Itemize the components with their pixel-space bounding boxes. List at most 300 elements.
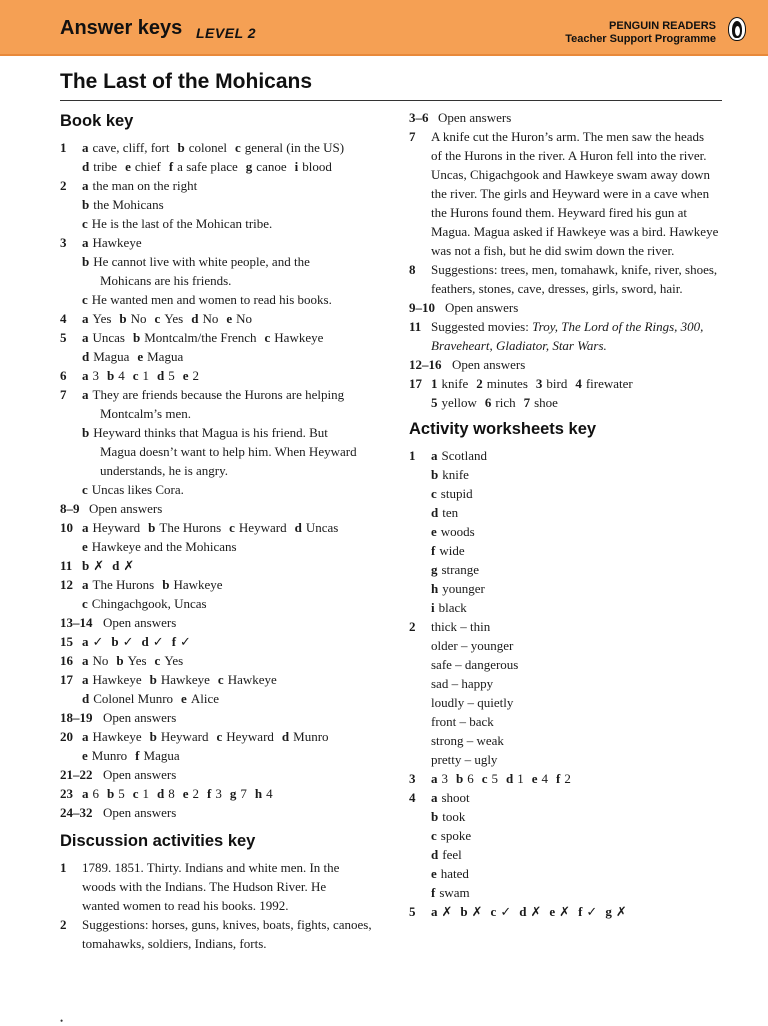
answer-text: 3 bbox=[441, 771, 448, 786]
answer-letter: b bbox=[149, 729, 157, 744]
key-row bbox=[409, 617, 724, 636]
answer-text: Hawkeye bbox=[92, 672, 142, 687]
key-row bbox=[409, 522, 724, 541]
answer-letter: f bbox=[207, 786, 212, 801]
item-number: 1 bbox=[60, 860, 67, 875]
answer-letter: c bbox=[132, 368, 139, 383]
answer-text: 8 bbox=[168, 786, 175, 801]
answer-text: ✗ bbox=[441, 904, 453, 919]
key-row bbox=[409, 883, 724, 902]
key-row bbox=[60, 613, 382, 632]
key-row bbox=[60, 896, 382, 915]
answer-letter: a bbox=[82, 786, 89, 801]
item-number: 3–6 bbox=[409, 110, 429, 125]
answer-letter: b bbox=[107, 786, 115, 801]
key-row bbox=[409, 560, 724, 579]
answer-text: front – back bbox=[431, 714, 494, 729]
answer-text: 4 bbox=[266, 786, 273, 801]
key-row bbox=[409, 503, 724, 522]
answer-text: general (in the US) bbox=[244, 140, 345, 155]
answer-text: ✓ bbox=[500, 904, 512, 919]
answer-text: pretty – ugly bbox=[431, 752, 498, 767]
header-title: Answer keys bbox=[60, 17, 183, 39]
answer-letter: c bbox=[481, 771, 488, 786]
item-number: 4 bbox=[60, 311, 67, 326]
key-row bbox=[409, 393, 724, 412]
answer-text: He cannot live with white people, and the bbox=[93, 254, 310, 269]
answer-text: Magua. Magua asked if Hawkeye was a bird. Hawkeye bbox=[431, 224, 719, 239]
key-row bbox=[409, 750, 724, 769]
item-number: 12 bbox=[60, 577, 73, 592]
answer-text: strange bbox=[441, 562, 480, 577]
item-number: 2 bbox=[60, 917, 67, 932]
answer-letter: d bbox=[82, 691, 90, 706]
answer-text: ✗ bbox=[559, 904, 571, 919]
book-key-continued-list bbox=[409, 108, 724, 412]
key-row bbox=[409, 222, 724, 241]
answer-text: knife bbox=[442, 467, 469, 482]
answer-text: feel bbox=[442, 847, 462, 862]
answer-text: The Hurons bbox=[159, 520, 222, 535]
answer-text: Alice bbox=[190, 691, 219, 706]
answer-text: shoe bbox=[534, 395, 558, 410]
key-row bbox=[409, 769, 724, 788]
answer-letter: e bbox=[125, 159, 131, 174]
answer-text: Mohicans are his friends. bbox=[100, 273, 232, 288]
answer-text: Hawkeye bbox=[173, 577, 223, 592]
key-row bbox=[409, 317, 724, 336]
answer-text: chief bbox=[134, 159, 161, 174]
answer-text: 7 bbox=[240, 786, 247, 801]
answer-text: ✓ bbox=[92, 634, 104, 649]
answer-text: ✗ bbox=[123, 558, 135, 573]
answer-text: Magua bbox=[143, 748, 180, 763]
key-row bbox=[409, 484, 724, 503]
page-header bbox=[0, 0, 768, 56]
answer-text: Heyward bbox=[226, 729, 274, 744]
answer-text: Chingachgook, Uncas bbox=[91, 596, 207, 611]
answer-letter: a bbox=[82, 235, 89, 250]
answer-letter: b bbox=[116, 653, 124, 668]
key-row bbox=[60, 480, 382, 499]
answer-letter: 4 bbox=[575, 376, 582, 391]
answer-letter: a bbox=[82, 520, 89, 535]
key-row bbox=[60, 442, 382, 461]
item-number: 11 bbox=[409, 319, 422, 334]
item-number: 7 bbox=[60, 387, 67, 402]
answer-letter: d bbox=[141, 634, 149, 649]
answer-letter: a bbox=[82, 672, 89, 687]
answer-letter: d bbox=[431, 505, 439, 520]
answer-text: bird bbox=[546, 376, 568, 391]
answer-italic-text: Braveheart, Gladiator, Star Wars. bbox=[431, 338, 607, 353]
answer-text: sad – happy bbox=[431, 676, 494, 691]
answer-text: Hawkeye and the Mohicans bbox=[91, 539, 237, 554]
answer-text: knife bbox=[441, 376, 469, 391]
answer-text: No bbox=[130, 311, 147, 326]
answer-letter: c bbox=[229, 520, 235, 535]
answer-letter: f bbox=[168, 159, 174, 174]
answer-letter: c bbox=[264, 330, 271, 345]
answer-text: Hawkeye bbox=[227, 672, 277, 687]
item-number: 3 bbox=[409, 771, 416, 786]
answer-text: 3 bbox=[215, 786, 222, 801]
answer-letter: a bbox=[82, 311, 89, 326]
key-row bbox=[409, 807, 724, 826]
item-number: 3 bbox=[60, 235, 67, 250]
item-number: 8 bbox=[409, 262, 416, 277]
answer-letter: 5 bbox=[431, 395, 438, 410]
answer-text: feathers, stones, cave, dresses, girls, sword, hair. bbox=[431, 281, 683, 296]
answer-letter: e bbox=[431, 866, 437, 881]
answer-text: Suggested movies: bbox=[431, 319, 533, 334]
answer-letter: 1 bbox=[431, 376, 438, 391]
answer-letter: c bbox=[132, 786, 139, 801]
key-row bbox=[60, 632, 382, 651]
page-title: The Last of the Mohicans bbox=[60, 70, 313, 93]
key-row bbox=[409, 146, 724, 165]
answer-letter: d bbox=[294, 520, 302, 535]
answer-text: Hawkeye bbox=[160, 672, 210, 687]
key-row bbox=[409, 788, 724, 807]
answer-letter: c bbox=[217, 672, 224, 687]
answer-letter: f bbox=[578, 904, 583, 919]
answer-letter: b bbox=[149, 672, 157, 687]
answer-text: rich bbox=[495, 395, 516, 410]
answer-letter: c bbox=[431, 486, 437, 501]
answer-text: Suggestions: horses, guns, knives, boats, fights, canoes, bbox=[82, 917, 372, 932]
key-row bbox=[60, 347, 382, 366]
answer-text: ✓ bbox=[180, 634, 191, 649]
answer-letter: e bbox=[226, 311, 233, 326]
key-row bbox=[409, 108, 724, 127]
key-row bbox=[60, 157, 382, 176]
answer-text: Uncas bbox=[305, 520, 339, 535]
answer-text: Heyward thinks that Magua is his friend. But bbox=[93, 425, 328, 440]
discussion-key-heading: Discussion activities key bbox=[60, 832, 256, 850]
answer-text: Yes bbox=[164, 311, 184, 326]
answer-text: understands, he is angry. bbox=[100, 463, 229, 478]
item-number: 24–32 bbox=[60, 805, 93, 820]
answer-text: Uncas, Chigachgook and Hawkeye swam away down bbox=[431, 167, 711, 182]
answer-text: Uncas bbox=[92, 330, 125, 345]
answer-letter: e bbox=[549, 904, 556, 919]
book-key-heading: Book key bbox=[60, 112, 134, 130]
answer-text: A knife cut the Huron’s arm. The men saw the heads bbox=[431, 129, 705, 144]
item-number: 5 bbox=[60, 330, 67, 345]
answer-text: 2 bbox=[564, 771, 571, 786]
key-row bbox=[409, 374, 724, 393]
answer-letter: a bbox=[82, 368, 89, 383]
answer-text: a safe place bbox=[177, 159, 238, 174]
key-row bbox=[60, 518, 382, 537]
answer-text: minutes bbox=[486, 376, 528, 391]
item-number: 1 bbox=[60, 140, 67, 155]
item-number: 11 bbox=[60, 558, 73, 573]
answer-text: Heyward bbox=[160, 729, 209, 744]
answer-text: Open answers bbox=[103, 710, 177, 725]
answer-letter: a bbox=[82, 330, 89, 345]
answer-text: Yes bbox=[127, 653, 147, 668]
key-row bbox=[409, 336, 724, 355]
answer-text: wide bbox=[439, 543, 465, 558]
key-row bbox=[60, 746, 382, 765]
answer-text: Montcalm/the French bbox=[144, 330, 257, 345]
answer-text: 1 bbox=[517, 771, 524, 786]
key-row bbox=[409, 355, 724, 374]
answer-letter: e bbox=[82, 748, 88, 763]
item-number: 21–22 bbox=[60, 767, 93, 782]
answer-text: 4 bbox=[541, 771, 549, 786]
header-brand bbox=[565, 20, 716, 46]
answer-letter: d bbox=[431, 847, 439, 862]
answer-letter: d bbox=[157, 368, 165, 383]
answer-text: Yes bbox=[164, 653, 184, 668]
key-row bbox=[60, 366, 382, 385]
answer-text: tomahawks, soldiers, Indians, forts. bbox=[82, 936, 267, 951]
answer-text: 2 bbox=[192, 368, 200, 383]
answer-letter: c bbox=[431, 828, 437, 843]
answer-letter: b bbox=[460, 904, 468, 919]
item-number: 12–16 bbox=[409, 357, 442, 372]
key-row bbox=[60, 915, 382, 934]
key-row bbox=[409, 674, 724, 693]
answer-text: 3 bbox=[92, 368, 99, 383]
page-footer-mark: • bbox=[60, 1016, 64, 1026]
answer-text: Open answers bbox=[438, 110, 512, 125]
answer-letter: d bbox=[506, 771, 514, 786]
answer-text: 5 bbox=[168, 368, 175, 383]
answer-text: Heyward bbox=[92, 520, 141, 535]
answer-letter: d bbox=[82, 349, 90, 364]
key-row bbox=[409, 298, 724, 317]
answer-text: younger bbox=[442, 581, 485, 596]
answer-letter: 2 bbox=[476, 376, 483, 391]
answer-letter: e bbox=[137, 349, 144, 364]
item-number: 1 bbox=[409, 448, 416, 463]
key-row bbox=[60, 537, 382, 556]
discussion-key-list bbox=[60, 858, 382, 953]
answer-letter: f bbox=[171, 634, 177, 649]
key-row bbox=[60, 784, 382, 803]
answer-letter: c bbox=[154, 653, 161, 668]
key-row bbox=[60, 271, 382, 290]
answer-text: shoot bbox=[441, 790, 470, 805]
answer-letter: f bbox=[431, 543, 436, 558]
key-row bbox=[409, 655, 724, 674]
answer-letter: a bbox=[82, 178, 89, 193]
answer-letter: i bbox=[294, 159, 299, 174]
answer-letter: b bbox=[133, 330, 141, 345]
key-row bbox=[409, 845, 724, 864]
answer-letter: c bbox=[490, 904, 497, 919]
item-number: 9–10 bbox=[409, 300, 435, 315]
answer-letter: b bbox=[431, 809, 439, 824]
key-row bbox=[60, 556, 382, 575]
worksheets-key-list bbox=[409, 446, 724, 921]
answer-text: Munro bbox=[91, 748, 128, 763]
key-row bbox=[409, 260, 724, 279]
answer-text: Munro bbox=[293, 729, 329, 744]
answer-letter: g bbox=[229, 786, 237, 801]
answer-letter: a bbox=[82, 140, 89, 155]
answer-text: thick – thin bbox=[431, 619, 491, 634]
answer-letter: f bbox=[135, 748, 140, 763]
brand-line-2: Teacher Support Programme bbox=[565, 33, 716, 45]
answer-text: Open answers bbox=[103, 615, 177, 630]
answer-text: 2 bbox=[192, 786, 200, 801]
answer-text: Magua doesn’t want to help him. When Heyward bbox=[100, 444, 357, 459]
answer-letter: d bbox=[281, 729, 290, 744]
worksheets-key-heading: Activity worksheets key bbox=[409, 420, 597, 438]
book-key-list bbox=[60, 138, 382, 822]
answer-letter: b bbox=[119, 311, 127, 326]
answer-letter: 6 bbox=[484, 395, 492, 410]
key-row bbox=[60, 499, 382, 518]
answer-letter: f bbox=[556, 771, 561, 786]
answer-text: 4 bbox=[118, 368, 125, 383]
answer-text: swam bbox=[439, 885, 470, 900]
answer-text: ✗ bbox=[471, 904, 483, 919]
answer-text: 6 bbox=[467, 771, 474, 786]
answer-text: blood bbox=[302, 159, 332, 174]
answer-text: He wanted men and women to read his books. bbox=[91, 292, 332, 307]
answer-letter: a bbox=[82, 634, 89, 649]
item-number: 8–9 bbox=[60, 501, 80, 516]
answer-letter: g bbox=[245, 159, 253, 174]
item-number: 7 bbox=[409, 129, 416, 144]
key-row bbox=[60, 385, 382, 404]
answer-letter: a bbox=[82, 653, 89, 668]
key-row bbox=[60, 138, 382, 157]
brand-line-1: PENGUIN READERS bbox=[609, 20, 716, 32]
item-number: 20 bbox=[60, 729, 73, 744]
answer-text: Uncas likes Cora. bbox=[91, 482, 184, 497]
answer-text: older – younger bbox=[431, 638, 514, 653]
answer-letter: c bbox=[82, 216, 88, 231]
answer-text: strong – weak bbox=[431, 733, 504, 748]
answer-letter: d bbox=[82, 159, 90, 174]
answer-italic-text: Troy, The Lord of the Rings, 300, bbox=[532, 319, 704, 334]
answer-letter: b bbox=[82, 254, 90, 269]
answer-letter: a bbox=[431, 771, 438, 786]
answer-text: woods bbox=[440, 524, 475, 539]
key-row bbox=[409, 446, 724, 465]
answer-letter: f bbox=[431, 885, 436, 900]
answer-letter: d bbox=[112, 558, 120, 573]
answer-letter: g bbox=[605, 904, 612, 919]
answer-letter: a bbox=[82, 387, 89, 402]
answer-text: No bbox=[236, 311, 253, 326]
answer-letter: h bbox=[431, 581, 439, 596]
key-row bbox=[60, 858, 382, 877]
answer-text: safe – dangerous bbox=[431, 657, 519, 672]
penguin-logo-icon bbox=[728, 17, 746, 41]
answer-letter: b bbox=[162, 577, 170, 592]
answer-letter: 3 bbox=[535, 376, 543, 391]
answer-text: Magua bbox=[93, 349, 130, 364]
answer-letter: a bbox=[431, 790, 438, 805]
answer-letter: d bbox=[191, 311, 199, 326]
key-row bbox=[60, 594, 382, 613]
answer-letter: b bbox=[107, 368, 115, 383]
answer-text: Suggestions: trees, men, tomahawk, knife, river, shoes, bbox=[431, 262, 718, 277]
answer-text: cave, cliff, fort bbox=[92, 140, 170, 155]
answer-letter: c bbox=[154, 311, 161, 326]
item-number: 4 bbox=[409, 790, 416, 805]
answer-text: the river. The girls and Heyward were in a cave when bbox=[431, 186, 710, 201]
answer-text: 1 bbox=[142, 368, 150, 383]
answer-text: Hawkeye bbox=[92, 235, 142, 250]
answer-text: hated bbox=[440, 866, 469, 881]
answer-text: firewater bbox=[585, 376, 633, 391]
answer-text: colonel bbox=[188, 140, 227, 155]
answer-text: yellow bbox=[441, 395, 477, 410]
answer-text: Yes bbox=[92, 311, 112, 326]
item-number: 17 bbox=[409, 376, 422, 391]
answer-text: took bbox=[442, 809, 466, 824]
answer-text: 5 bbox=[118, 786, 125, 801]
answer-letter: b bbox=[111, 634, 119, 649]
answer-text: spoke bbox=[440, 828, 472, 843]
answer-text: the man on the right bbox=[92, 178, 198, 193]
key-row bbox=[60, 670, 382, 689]
answer-text: canoe bbox=[256, 159, 287, 174]
answer-text: stupid bbox=[440, 486, 473, 501]
answer-letter: c bbox=[235, 140, 241, 155]
key-row bbox=[409, 184, 724, 203]
key-row bbox=[409, 279, 724, 298]
item-number: 17 bbox=[60, 672, 73, 687]
answer-letter: b bbox=[82, 425, 90, 440]
answer-letter: a bbox=[82, 577, 89, 592]
key-row bbox=[60, 934, 382, 953]
answer-letter: b bbox=[431, 467, 439, 482]
answer-text: Hawkeye bbox=[274, 330, 324, 345]
item-number: 6 bbox=[60, 368, 67, 383]
answer-text: The Hurons bbox=[92, 577, 155, 592]
answer-text: ✗ bbox=[530, 904, 542, 919]
answer-text: No bbox=[92, 653, 109, 668]
answer-letter: b bbox=[177, 140, 185, 155]
answer-text: ✓ bbox=[152, 634, 164, 649]
key-row bbox=[60, 404, 382, 423]
answer-text: Open answers bbox=[103, 767, 177, 782]
answer-letter: c bbox=[82, 292, 88, 307]
header-level: LEVEL 2 bbox=[196, 25, 257, 41]
key-row bbox=[60, 328, 382, 347]
answer-letter: g bbox=[431, 562, 438, 577]
answer-letter: b bbox=[456, 771, 464, 786]
title-divider bbox=[60, 100, 722, 101]
key-row bbox=[409, 731, 724, 750]
answer-text: ✓ bbox=[122, 634, 134, 649]
answer-text: Heyward bbox=[238, 520, 287, 535]
answer-letter: a bbox=[431, 904, 438, 919]
answer-text: tribe bbox=[93, 159, 118, 174]
key-row bbox=[409, 636, 724, 655]
key-row bbox=[409, 241, 724, 260]
item-number: 2 bbox=[60, 178, 67, 193]
answer-text: Open answers bbox=[452, 357, 526, 372]
answer-text: was not a fish, but he did swim down the river. bbox=[431, 243, 675, 258]
answer-letter: c bbox=[82, 596, 88, 611]
answer-letter: c bbox=[216, 729, 223, 744]
key-row bbox=[409, 541, 724, 560]
answer-letter: b bbox=[82, 197, 90, 212]
answer-letter: b bbox=[148, 520, 156, 535]
answer-text: 5 bbox=[491, 771, 499, 786]
